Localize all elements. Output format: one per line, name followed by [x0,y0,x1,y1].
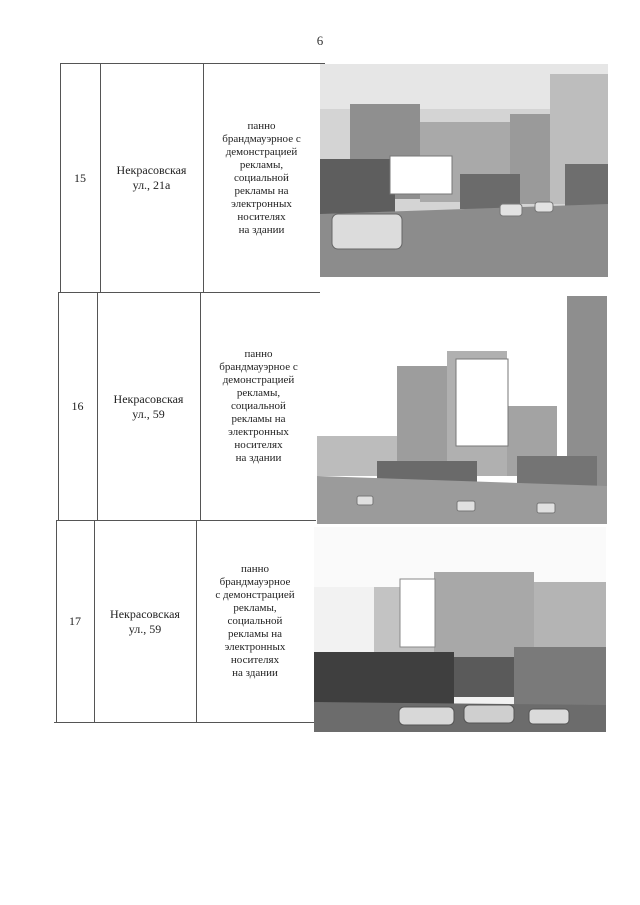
description-line: на здании [235,452,282,464]
address-line: ул., 59 [128,621,162,636]
description-line: рекламы, [236,387,281,399]
description-line: социальной [231,400,286,412]
description-cell [203,64,320,292]
description-line: электронных [228,426,289,438]
address-cell [97,293,200,520]
page-number: 6 [316,33,324,48]
address-line: ул., 21а [132,178,171,192]
description-line: рекламы на [234,184,289,197]
description-cell [196,521,314,722]
location-photo [320,64,608,277]
description-line: брандмауэрное [219,576,291,588]
description-line: брандмауэрное с [219,361,298,373]
description-line: рекламы, [233,602,277,614]
description-line: на здании [238,223,285,236]
address-line: Некрасовская [113,391,184,406]
location-photo [317,296,607,524]
description-line: демонстрацией [225,145,298,158]
row-number: 15 [74,170,86,185]
address-cell [100,64,203,292]
address-line: Некрасовская [110,606,180,621]
description-line: панно [240,563,270,575]
description-line: рекламы, [239,158,284,171]
address-line: ул., 59 [132,406,165,421]
description-line: демонстрацией [222,374,295,386]
row-number: 17 [69,614,81,628]
description-line: панно [244,348,273,360]
description-line: социальной [227,615,283,627]
description-line: социальной [234,171,289,184]
description-line: брандмауэрное с [222,132,301,145]
description-line: рекламы на [228,628,282,640]
description-line: с демонстрацией [215,589,295,601]
description-line: панно [247,119,276,132]
description-line: на здании [232,667,278,679]
address-line: Некрасовская [116,163,187,177]
row-number: 16 [71,399,84,413]
address-cell [94,521,196,722]
description-cell [200,293,317,520]
description-line: рекламы на [231,413,286,425]
description-line: носителях [237,210,286,223]
location-photo [314,527,606,732]
description-line: носителях [230,654,280,666]
description-line: электронных [231,197,292,210]
description-line: носителях [234,439,283,451]
description-line: электронных [224,641,286,653]
